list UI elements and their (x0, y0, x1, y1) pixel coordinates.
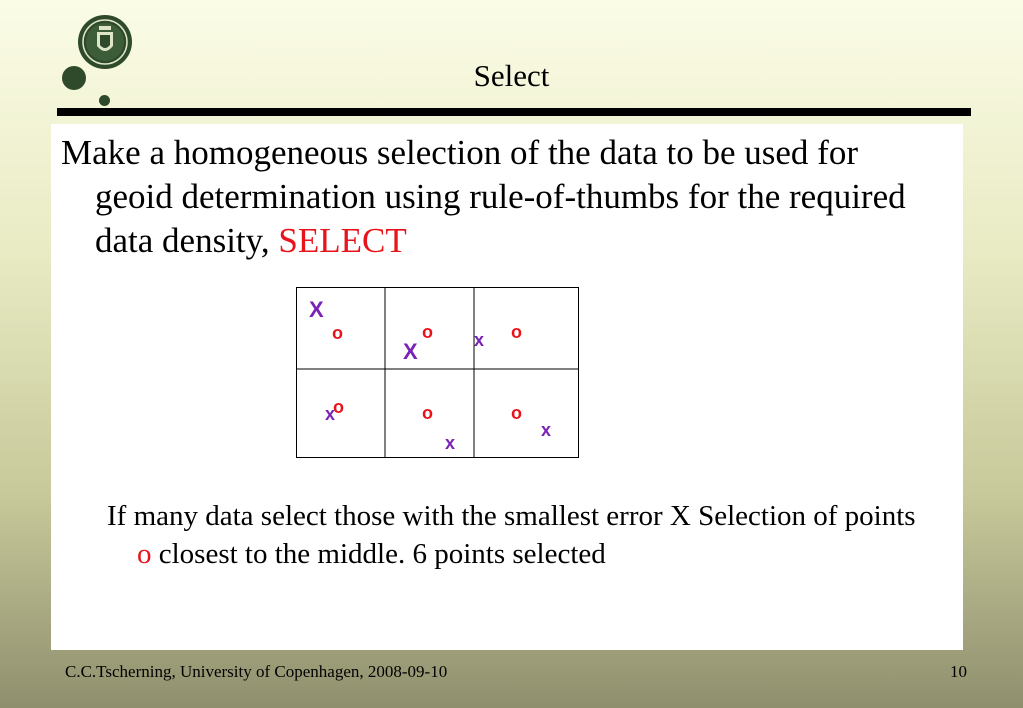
page-number: 10 (950, 662, 967, 681)
decorative-dot-small (99, 95, 110, 106)
grid-marker-x: x (445, 433, 456, 453)
footer-author: C.C.Tscherning, University of Copenhagen, 2008-09-10 (65, 662, 448, 681)
grid-marker-x: X (403, 339, 418, 364)
main-bullet-text: Make a homogeneous selection of the data to be used for geoid determination using rule-of-thumbs for the required data density, (61, 133, 906, 260)
select-highlight: SELECT (278, 221, 407, 260)
grid-marker-x: x (541, 420, 552, 440)
selection-grid-figure (296, 287, 581, 459)
grid-marker-x: x (325, 404, 336, 424)
grid-marker-o: o (511, 322, 522, 342)
title-divider (57, 108, 971, 116)
slide-title: Select (473, 58, 550, 93)
grid-marker-o: o (422, 322, 433, 342)
grid-marker-o: o (332, 323, 343, 343)
grid-marker-o: o (511, 403, 522, 423)
sub-bullet (107, 497, 927, 573)
main-bullet (61, 131, 921, 263)
grid-marker-o: o (422, 403, 433, 423)
sub-bullet-text-1: If many data select those with the smallest error X Selection of points (107, 500, 916, 532)
o-highlight: o (137, 538, 152, 570)
grid-marker-o: o (333, 397, 344, 417)
grid-marker-x: X (309, 297, 324, 322)
grid-marker-x: x (474, 330, 485, 350)
sub-bullet-text-2: closest to the middle. 6 points selected (151, 538, 606, 570)
